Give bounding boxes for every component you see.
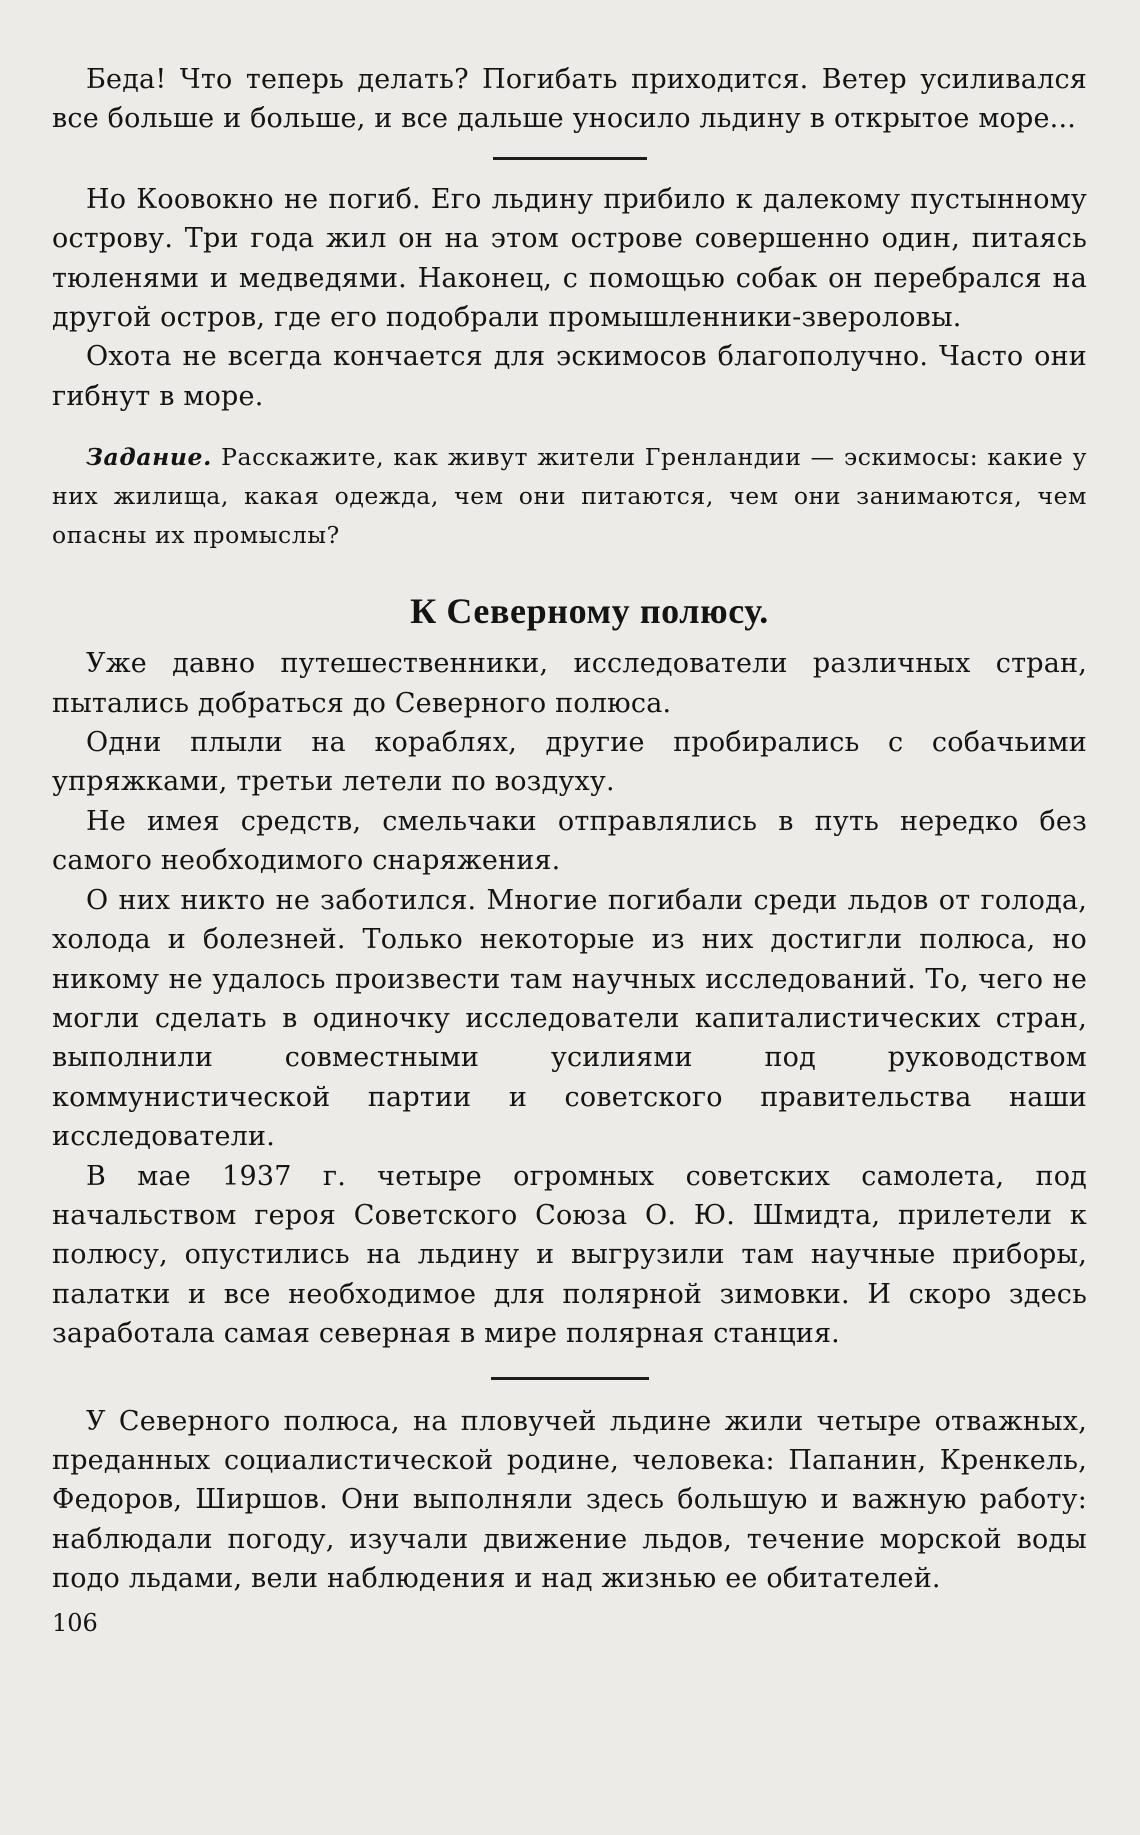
paragraph-papanin-crew: У Северного полюса, на пловучей льдине жили четыре отважных, преданных социалистической родине, человека: Папанин, Кренкель, Федоров, Ширшов. Они выполняли здесь большую и важную работу: наблюдали погоду, изучали движение льдов, течение морской воды подо льдами, вели наблюдения и над жизнью ее обитателей. (52, 1405, 1087, 1595)
page-number: 106 (52, 1608, 98, 1637)
paragraph-survival: Но Коовокно не погиб. Его льдину прибило к далекому пустынному острову. Три года жил он на этом острове совершенно один, питаясь тюленями и медведями. Наконец, с помощью собак он перебрался на другой остров, где его подобрали промышленники-звероловы. (52, 183, 1087, 334)
task-label: Задание. (86, 443, 212, 472)
paragraph-explorers: Уже давно путешественники, исследователи различных стран, пытались добраться до Северного полюса. (52, 648, 1087, 719)
task-text: Расскажите, как живут жители Гренландии — эскимосы: какие у них жилища, какая одежда, чем они питаются, чем они занимаются, чем опасны их промыслы? (52, 443, 1087, 550)
section-divider (493, 157, 647, 160)
paragraph-storm: Беда! Что теперь делать? Погибать приходится. Ветер усиливался все больше и больше, и все дальше уносило льдину в открытое море... (52, 64, 1087, 135)
book-page (52, 60, 1087, 1638)
task-block (52, 438, 1087, 555)
paragraph-1937-expedition: В мае 1937 г. четыре огромных советских самолета, под начальством героя Советского Союза О. Ю. Шмидта, прилетели к полюсу, опустились на льдину и выгрузили там научные приборы, палатки и все необходимое для полярной зимовки. И скоро здесь заработала самая северная в мире полярная станция. (52, 1160, 1087, 1350)
section-title: К Северному полюсу. (410, 591, 769, 632)
paragraph-equipment: Не имея средств, смельчаки отправлялись в путь нередко без самого необходимого снаряжения. (52, 805, 1087, 877)
section-divider (491, 1377, 649, 1380)
paragraph-transport: Одни плыли на кораблях, другие пробирались с собачьими упряжками, третьи летели по воздуху. (52, 727, 1087, 798)
paragraph-soviet-achievement: О них никто не заботился. Многие погибали среди льдов от голода, холода и болезней. Только некоторые из них достигли полюса, но никому не удалось произвести там научных исследований. То, чего не могли сделать в одиночку исследователи капиталистических стран, выполнили совместными усилиями под руководством коммунистической партии и советского правительства наши исследователи. (52, 884, 1087, 1153)
paragraph-hunting-danger: Охота не всегда кончается для эскимосов благополучно. Часто они гибнут в море. (52, 341, 1087, 412)
